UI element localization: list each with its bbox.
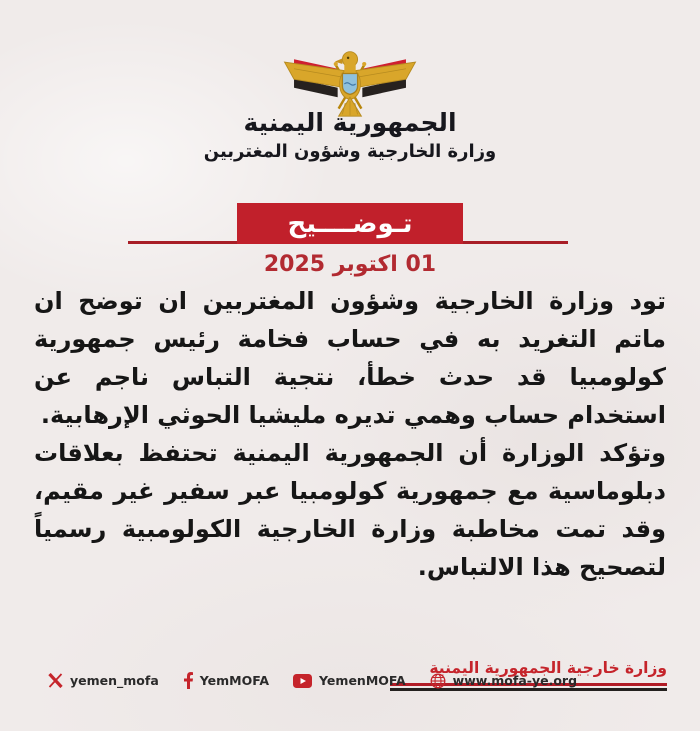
footer-ministry-title: وزارة خارجية الجمهورية اليمنية [429,659,667,677]
clarification-banner [237,203,463,244]
globe-icon [430,673,446,689]
social-link-website[interactable] [430,673,577,689]
social-link-facebook[interactable] [183,672,269,689]
facebook-handle: YemMOFA [199,673,270,688]
youtube-icon [293,674,312,688]
x-icon [48,673,63,688]
social-link-x[interactable] [48,673,159,688]
statement-date: 01 اكتوبر 2025 [263,252,437,277]
social-links-bar [48,672,577,689]
website-url: www.mofa-ye.org [452,673,578,688]
youtube-handle: YemenMOFA [319,673,406,688]
facebook-icon [183,672,193,689]
x-handle: yemen_mofa [70,673,159,688]
statement-body [34,282,666,586]
social-link-youtube[interactable] [293,673,406,688]
org-name-line1: الجمهورية اليمنية [243,108,457,137]
statement-paragraph-1: تود وزارة الخارجية وشؤون المغتربين ان توضح ان ماتم التغريد به في حساب فخامة رئيس جمهورية كولومبيا قد حدث خطأ، نتجية التباس ناجم عن استخدام حساب وهمي تديره مليشيا الحوثي الإرهابية. [34,287,666,429]
org-name-line2: وزارة الخارجية وشؤون المغتربين [203,141,497,162]
statement-paragraph-2: وتؤكد الوزارة أن الجمهورية اليمنية تحتفظ بعلاقات دبلوماسية مع جمهورية كولومبيا عبر سفير غير مقيم، وقد تمت مخاطبة وزارة الخارجية الكولومبية رسمياً لتصحيح هذا الالتباس. [34,439,666,581]
clarification-banner-label: تـوضــــيح [287,208,413,239]
